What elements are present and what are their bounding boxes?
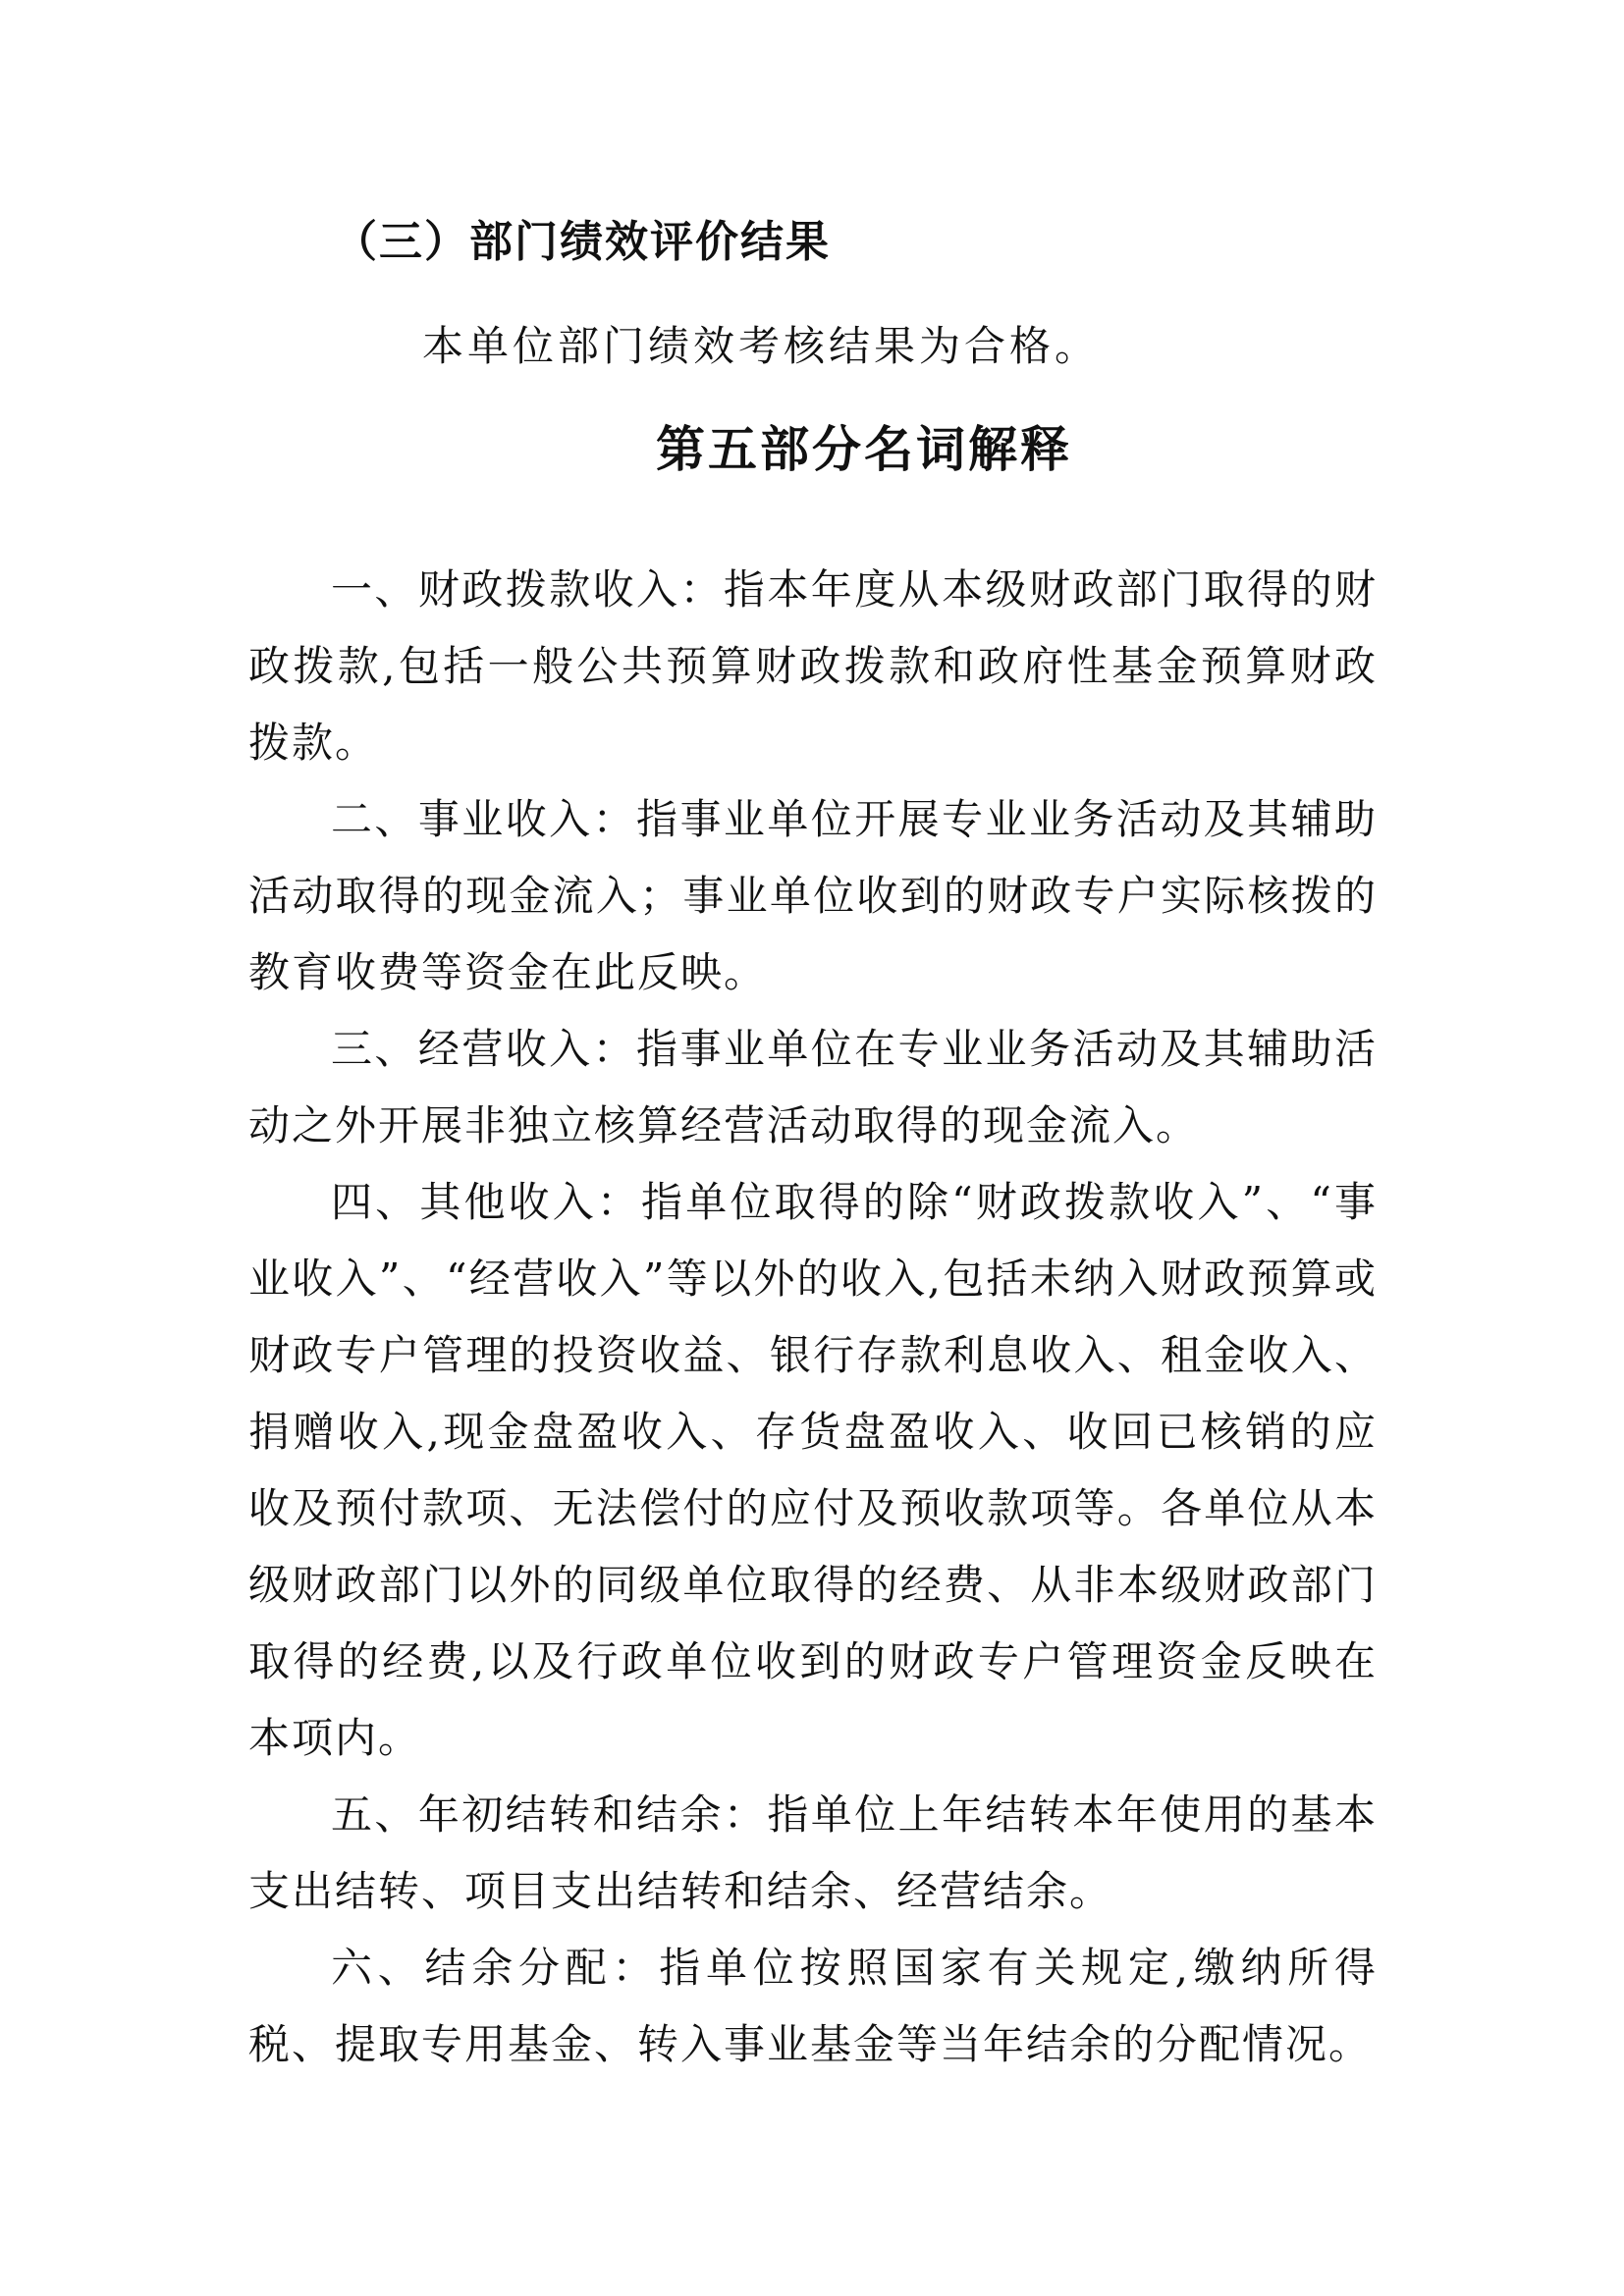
section-sub-heading: （三）部门绩效评价结果: [334, 217, 831, 267]
definition-business-income: 二、事业收入：指事业单位开展专业业务活动及其辅助活动取得的现金流入；事业单位收到的财政专户实际核拨的教育收费等资金在此反映。: [248, 795, 1378, 996]
part-title: 第五部分名词解释: [656, 421, 1072, 478]
definitions-list: [248, 552, 1378, 2083]
definition-operating-income: 三、经营收入：指事业单位在专业业务活动及其辅助活动之外开展非独立核算经营活动取得的现金流入。: [248, 1025, 1378, 1149]
definition-other-income: 四、其他收入：指单位取得的除“财政拨款收入”、“事业收入”、“经营收入”等以外的收入,包括未纳入财政预算或财政专户管理的投资收益、银行存款利息收入、租金收入、捐赠收入,现金盘盈收入、存货盘盈收入、收回已核销的应收及预付款项、无法偿付的应付及预收款项等。各单位从本级财政部门以外的同级单位取得的经费、从非本级财政部门取得的经费,以及行政单位收到的财政专户管理资金反映在本项内。: [248, 1178, 1378, 1762]
performance-result-text: 本单位部门绩效考核结果为合格。: [422, 322, 1101, 370]
definition-carryover-and-surplus: 五、年初结转和结余：指单位上年结转本年使用的基本支出结转、项目支出结转和结余、经营结余。: [248, 1790, 1378, 1915]
definition-fiscal-appropriation-income: 一、财政拨款收入：指本年度从本级财政部门取得的财政拨款,包括一般公共预算财政拨款和政府性基金预算财政拨款。: [248, 565, 1378, 767]
definition-surplus-distribution: 六、结余分配：指单位按照国家有关规定,缴纳所得税、提取专用基金、转入事业基金等当年结余的分配情况。: [248, 1944, 1378, 2068]
